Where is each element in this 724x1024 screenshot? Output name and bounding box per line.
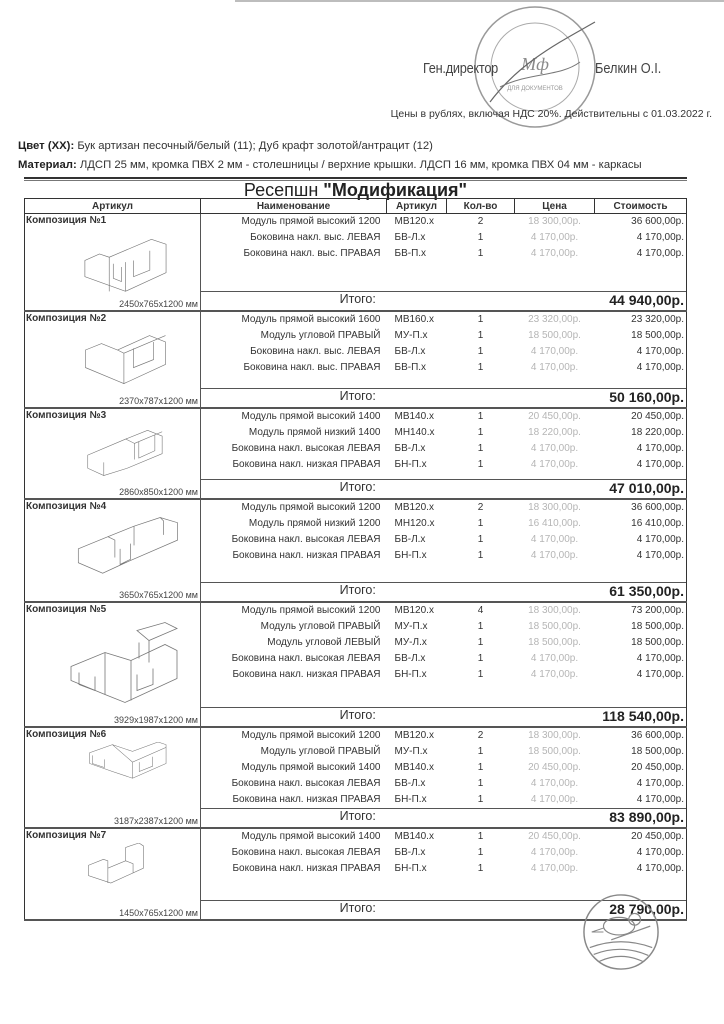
total-label: Итого:	[201, 583, 515, 603]
item-cost: 73 200,00р.	[595, 602, 687, 619]
table-row	[25, 828, 687, 845]
item-article: МУ-П.х	[394, 621, 428, 632]
color-line	[18, 140, 433, 152]
section-title: Ресепшн "Модификация"	[243, 180, 468, 200]
item-name: Модуль прямой высокий 1400	[241, 831, 381, 842]
composition-name: Композиция №1	[26, 215, 107, 226]
item-price: 18 500,00р.	[528, 746, 581, 757]
item-qty: 1	[477, 232, 484, 243]
table-row	[25, 311, 687, 328]
material-label: Материал:	[18, 159, 77, 171]
item-article: БВ-Л.х	[394, 443, 426, 454]
table-row	[25, 408, 687, 425]
composition-dimensions: 3650x765x1200 мм	[119, 590, 198, 600]
item-price: 4 170,00р.	[530, 346, 579, 357]
item-price: 4 170,00р.	[530, 232, 579, 243]
item-price: 20 450,00р.	[528, 762, 581, 773]
item-cost: 4 170,00р.	[595, 861, 687, 877]
item-qty: 1	[477, 427, 484, 438]
composition-name: Композиция №5	[26, 604, 107, 615]
item-qty: 1	[477, 248, 484, 259]
item-name: Боковина накл. выс. ЛЕВАЯ	[250, 346, 381, 357]
item-qty: 1	[477, 794, 484, 805]
item-article: БН-П.х	[394, 863, 427, 874]
svg-text:Мф: Мф	[521, 54, 549, 74]
item-cost: 4 170,00р.	[595, 792, 687, 808]
item-name: Боковина накл. низкая ПРАВАЯ	[232, 550, 381, 561]
item-name: Модуль прямой высокий 1200	[241, 216, 381, 227]
item-cost: 4 170,00р.	[595, 532, 687, 548]
item-qty: 1	[477, 653, 484, 664]
item-name: Боковина накл. высокая ЛЕВАЯ	[231, 443, 381, 454]
item-qty: 1	[477, 330, 484, 341]
table-row	[25, 602, 687, 619]
item-price: 18 220,00р.	[528, 427, 581, 438]
item-cost: 4 170,00р.	[595, 230, 687, 246]
item-name: Боковина накл. низкая ПРАВАЯ	[232, 459, 381, 470]
item-article: МВ120.х	[394, 730, 434, 741]
total-value: 47 010,00р.	[515, 480, 687, 500]
item-article: МВ140.х	[394, 411, 434, 422]
item-qty: 1	[477, 411, 484, 422]
item-price: 4 170,00р.	[530, 847, 579, 858]
composition-name: Композиция №2	[26, 313, 107, 324]
total-label: Итого:	[201, 901, 515, 921]
item-cost: 36 600,00р.	[595, 727, 687, 744]
item-qty: 1	[477, 847, 484, 858]
item-qty: 1	[477, 831, 484, 842]
item-qty: 1	[477, 443, 484, 454]
item-price: 18 300,00р.	[528, 605, 581, 616]
total-value: 118 540,00р.	[515, 708, 687, 728]
item-name: Боковина накл. выс. ПРАВАЯ	[243, 362, 381, 373]
composition-cell	[25, 214, 201, 312]
divider	[24, 177, 687, 179]
item-article: МН140.х	[394, 427, 435, 438]
reception-desk-drawing-icon	[65, 843, 190, 906]
item-article: МВ120.х	[394, 605, 434, 616]
composition-cell	[25, 408, 201, 499]
item-price: 23 320,00р.	[528, 314, 581, 325]
item-price: 4 170,00р.	[530, 459, 579, 470]
item-name: Модуль прямой высокий 1200	[241, 730, 381, 741]
material-value: ЛДСП 25 мм, кромка ПВХ 2 мм - столешницы / верхние крышки. ЛДСП 16 мм, кромка ПВХ 04 мм - каркасы	[76, 159, 642, 171]
item-article: БВ-П.х	[394, 248, 427, 259]
item-article: МУ-П.х	[394, 330, 428, 341]
item-qty: 1	[477, 314, 484, 325]
item-cost: 36 600,00р.	[595, 499, 687, 516]
item-cost: 18 500,00р.	[595, 328, 687, 344]
item-name: Боковина накл. высокая ЛЕВАЯ	[231, 778, 381, 789]
item-price: 4 170,00р.	[530, 653, 579, 664]
composition-cell	[25, 311, 201, 408]
item-article: МВ120.х	[394, 502, 434, 513]
item-qty: 1	[477, 669, 484, 680]
color-label: Цвет (XX):	[18, 140, 75, 152]
item-cost: 23 320,00р.	[595, 311, 687, 328]
item-article: БВ-Л.х	[394, 847, 426, 858]
reception-desk-drawing-icon	[65, 742, 190, 799]
item-price: 18 300,00р.	[528, 216, 581, 227]
item-cost: 4 170,00р.	[595, 344, 687, 360]
item-cost: 16 410,00р.	[595, 516, 687, 532]
item-cost: 4 170,00р.	[595, 667, 687, 683]
svg-text:ДЛЯ ДОКУМЕНТОВ: ДЛЯ ДОКУМЕНТОВ	[507, 86, 563, 92]
item-name: Боковина накл. высокая ЛЕВАЯ	[231, 534, 381, 545]
item-price: 4 170,00р.	[530, 534, 579, 545]
composition-cell	[25, 727, 201, 828]
item-qty: 4	[477, 605, 484, 616]
item-qty: 1	[477, 778, 484, 789]
total-value: 50 160,00р.	[515, 389, 687, 409]
item-price: 18 500,00р.	[528, 637, 581, 648]
item-name: Боковина накл. высокая ЛЕВАЯ	[231, 653, 381, 664]
table-header-row	[25, 199, 687, 214]
item-name: Боковина накл. низкая ПРАВАЯ	[232, 669, 381, 680]
item-cost: 4 170,00р.	[595, 845, 687, 861]
item-price: 4 170,00р.	[530, 248, 579, 259]
composition-cell	[25, 499, 201, 602]
item-cost: 20 450,00р.	[595, 408, 687, 425]
item-qty: 1	[477, 762, 484, 773]
bird-on-branch-logo-icon	[582, 893, 660, 971]
col-header-cost: Стоимость	[595, 199, 687, 214]
item-qty: 1	[477, 346, 484, 357]
item-name: Модуль прямой высокий 1200	[241, 605, 381, 616]
composition-dimensions: 3929x1987x1200 мм	[114, 715, 198, 725]
item-price: 4 170,00р.	[530, 669, 579, 680]
item-article: МВ140.х	[394, 831, 434, 842]
item-cost: 4 170,00р.	[595, 441, 687, 457]
item-name: Боковина накл. низкая ПРАВАЯ	[232, 863, 381, 874]
item-cost: 18 220,00р.	[595, 425, 687, 441]
item-price: 4 170,00р.	[530, 794, 579, 805]
item-article: МУ-Л.х	[394, 637, 427, 648]
reception-desk-drawing-icon	[65, 617, 190, 713]
item-cost: 20 450,00р.	[595, 760, 687, 776]
signature-title-left: Ген.директор	[423, 60, 499, 77]
item-cost: 4 170,00р.	[595, 548, 687, 564]
item-name: Модуль прямой высокий 1400	[241, 762, 381, 773]
item-name: Боковина накл. выс. ЛЕВАЯ	[250, 232, 381, 243]
item-price: 4 170,00р.	[530, 362, 579, 373]
reception-desk-drawing-icon	[65, 423, 190, 485]
total-label: Итого:	[201, 389, 515, 409]
composition-dimensions: 2860x850x1200 мм	[119, 487, 198, 497]
item-cost: 4 170,00р.	[595, 651, 687, 667]
col-header-name: Наименование	[201, 199, 387, 214]
item-article: БВ-Л.х	[394, 778, 426, 789]
item-price: 20 450,00р.	[528, 411, 581, 422]
composition-dimensions: 3187x2387x1200 мм	[114, 816, 198, 826]
item-qty: 2	[477, 216, 484, 227]
material-line	[18, 159, 642, 171]
total-value: 61 350,00р.	[515, 583, 687, 603]
item-name: Модуль прямой высокий 1600	[241, 314, 381, 325]
item-price: 16 410,00р.	[528, 518, 581, 529]
item-name: Модуль угловой ПРАВЫЙ	[260, 746, 381, 757]
item-price: 18 300,00р.	[528, 730, 581, 741]
reception-desk-drawing-icon	[65, 228, 190, 297]
item-cost: 4 170,00р.	[595, 360, 687, 376]
item-qty: 1	[477, 459, 484, 470]
reception-desk-drawing-icon	[65, 514, 190, 588]
item-article: МВ120.х	[394, 216, 434, 227]
item-cost: 18 500,00р.	[595, 619, 687, 635]
item-name: Модуль угловой ПРАВЫЙ	[260, 621, 381, 632]
item-article: БН-П.х	[394, 669, 427, 680]
item-article: БВ-Л.х	[394, 232, 426, 243]
item-qty: 1	[477, 534, 484, 545]
composition-dimensions: 1450x765x1200 мм	[119, 908, 198, 918]
item-name: Модуль угловой ЛЕВЫЙ	[267, 637, 381, 648]
col-header-qty: Кол-во	[447, 199, 515, 214]
item-name: Боковина накл. низкая ПРАВАЯ	[232, 794, 381, 805]
total-value: 83 890,00р.	[515, 809, 687, 829]
item-qty: 1	[477, 637, 484, 648]
total-label: Итого:	[201, 480, 515, 500]
item-qty: 1	[477, 863, 484, 874]
item-qty: 1	[477, 518, 484, 529]
item-qty: 1	[477, 550, 484, 561]
item-article: МВ140.х	[394, 762, 434, 773]
prices-note: Цены в рублях, включая НДС 20%. Действительны с 01.03.2022 г.	[390, 108, 712, 120]
item-cost: 20 450,00р.	[595, 828, 687, 845]
item-name: Боковина накл. высокая ЛЕВАЯ	[231, 847, 381, 858]
item-name: Модуль угловой ПРАВЫЙ	[260, 330, 381, 341]
item-price: 4 170,00р.	[530, 550, 579, 561]
item-cost: 18 500,00р.	[595, 744, 687, 760]
total-value: 44 940,00р.	[515, 292, 687, 312]
composition-name: Композиция №3	[26, 410, 107, 421]
item-price: 4 170,00р.	[530, 778, 579, 789]
composition-name: Композиция №4	[26, 501, 107, 512]
reception-desk-drawing-icon	[65, 326, 190, 394]
item-cost: 4 170,00р.	[595, 246, 687, 262]
item-cost: 18 500,00р.	[595, 635, 687, 651]
item-article: БВ-Л.х	[394, 534, 426, 545]
item-cost: 4 170,00р.	[595, 457, 687, 473]
item-price: 4 170,00р.	[530, 443, 579, 454]
item-price: 4 170,00р.	[530, 863, 579, 874]
item-name: Модуль прямой низкий 1400	[248, 427, 381, 438]
item-article: МН120.х	[394, 518, 435, 529]
composition-dimensions: 2450x765x1200 мм	[119, 299, 198, 309]
col-header-price: Цена	[515, 199, 595, 214]
total-value: 28 790,00р.	[515, 901, 687, 921]
composition-name: Композиция №7	[26, 830, 107, 841]
item-article: БВ-Л.х	[394, 346, 426, 357]
total-label: Итого:	[201, 809, 515, 829]
total-label: Итого:	[201, 292, 515, 312]
item-name: Модуль прямой низкий 1200	[248, 518, 381, 529]
item-article: МУ-П.х	[394, 746, 428, 757]
composition-cell	[25, 602, 201, 727]
table-row	[25, 499, 687, 516]
item-cost: 36 600,00р.	[595, 214, 687, 231]
table-row	[25, 727, 687, 744]
col-header-article-image: Артикул	[25, 199, 201, 214]
total-label: Итого:	[201, 708, 515, 728]
item-qty: 2	[477, 502, 484, 513]
item-name: Боковина накл. выс. ПРАВАЯ	[243, 248, 381, 259]
composition-cell	[25, 828, 201, 920]
item-qty: 1	[477, 746, 484, 757]
item-qty: 2	[477, 730, 484, 741]
item-name: Модуль прямой высокий 1400	[241, 411, 381, 422]
item-article: БН-П.х	[394, 550, 427, 561]
price-table	[24, 198, 687, 921]
item-price: 20 450,00р.	[528, 831, 581, 842]
table-row	[25, 214, 687, 231]
item-price: 18 300,00р.	[528, 502, 581, 513]
item-qty: 1	[477, 362, 484, 373]
item-qty: 1	[477, 621, 484, 632]
item-article: БВ-Л.х	[394, 653, 426, 664]
item-cost: 4 170,00р.	[595, 776, 687, 792]
composition-name: Композиция №6	[26, 729, 107, 740]
item-name: Модуль прямой высокий 1200	[241, 502, 381, 513]
item-price: 18 500,00р.	[528, 621, 581, 632]
item-article: БВ-П.х	[394, 362, 427, 373]
item-article: БН-П.х	[394, 459, 427, 470]
item-price: 18 500,00р.	[528, 330, 581, 341]
signature-name-right: Белкин О.І.	[595, 60, 662, 77]
color-value: Бук артизан песочный/белый (11); Дуб крафт золотой/антрацит (12)	[74, 140, 433, 152]
col-header-article: Артикул	[387, 199, 447, 214]
composition-dimensions: 2370x787x1200 мм	[119, 396, 198, 406]
item-article: БН-П.х	[394, 794, 427, 805]
item-article: МВ160.х	[394, 314, 434, 325]
